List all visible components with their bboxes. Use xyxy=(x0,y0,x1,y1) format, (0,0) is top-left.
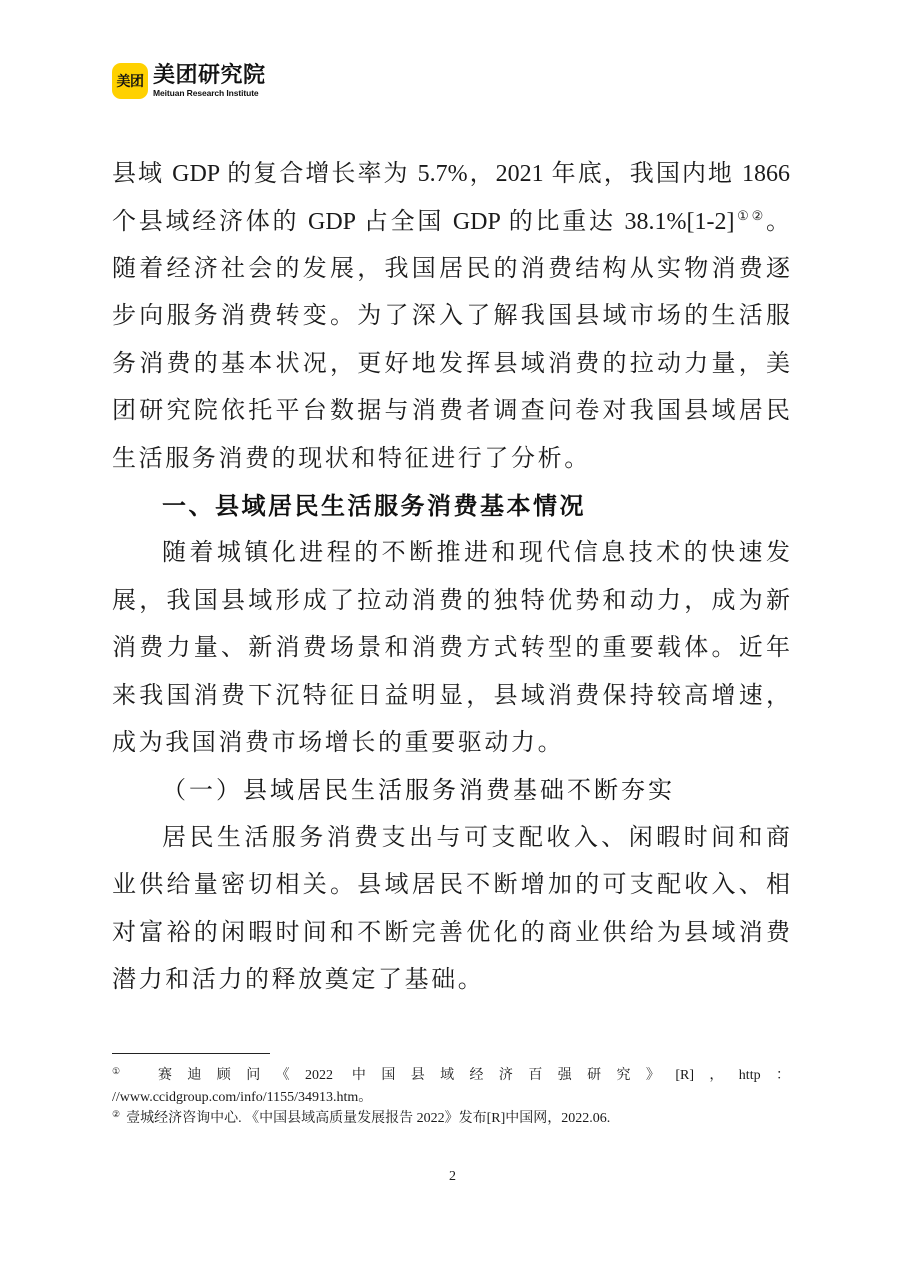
footnote-text: 赛迪顾问《2022 中国县域经济百强研究》[R]，http： xyxy=(158,1068,790,1083)
text-line: 居民生活服务消费支出与可支配收入、闲暇时间和商 xyxy=(162,824,790,851)
footnotes xyxy=(112,1065,790,1130)
text-line xyxy=(112,199,790,246)
footnote-1-continued xyxy=(112,1087,790,1109)
subsection-heading: （一）县域居民生活服务消费基础不断夯实 xyxy=(162,776,675,805)
text-line: 生活服务消费的现状和特征进行了分析。 xyxy=(112,445,591,472)
text-line: 展，我国县域形成了拉动消费的独特优势和动力，成为新 xyxy=(112,587,790,614)
paragraph-1 xyxy=(112,151,790,483)
text-line: 务消费的基本状况，更好地发挥县域消费的拉动力量，美 xyxy=(112,350,790,377)
footnote-reference-marks: ①② xyxy=(734,207,766,223)
text-line: 成为我国消费市场增长的重要驱动力。 xyxy=(112,729,565,756)
footnote-1 xyxy=(112,1065,790,1087)
text-line: 对富裕的闲暇时间和不断完善优化的商业供给为县域消费 xyxy=(112,919,790,946)
footnote-text: 壹城经济咨询中心. 《中国县域高质量发展报告 2022》发布[R]中国网，2022.06. xyxy=(126,1111,611,1126)
text-line: 来我国消费下沉特征日益明显，县域消费保持较高增速， xyxy=(112,682,790,709)
section-heading: 一、县域居民生活服务消费基本情况 xyxy=(162,492,586,521)
paragraph-2 xyxy=(112,530,790,767)
text-line: 业供给量密切相关。县域居民不断增加的可支配收入、相 xyxy=(112,872,790,899)
footnote-mark: ① xyxy=(112,1066,121,1076)
footnote-divider xyxy=(112,1053,270,1054)
org-name: 美团研究院 xyxy=(153,63,266,88)
text-line: 步向服务消费转变。为了深入了解我国县域市场的生活服 xyxy=(112,303,790,330)
text-line: 潜力和活力的释放奠定了基础。 xyxy=(112,966,485,993)
text-line: 消费力量、新消费场景和消费方式转型的重要载体。近年 xyxy=(112,635,790,662)
sentence-end: 。 xyxy=(766,208,790,235)
footnote-2 xyxy=(112,1108,790,1130)
text-line: 随着经济社会的发展，我国居民的消费结构从实物消费逐 xyxy=(112,256,790,283)
paragraph-3 xyxy=(112,815,790,1005)
body-text xyxy=(112,151,790,1004)
text-line: 县域 GDP 的复合增长率为 5.7%，2021 年底，我国内地 1866 xyxy=(112,161,790,188)
org-name-en: Meituan Research Institute xyxy=(153,88,259,98)
page-number: 2 xyxy=(449,1169,456,1184)
text-line-content: 个县域经济体的 GDP 占全国 GDP 的比重达 38.1%[1-2] xyxy=(112,208,735,235)
logo-text xyxy=(153,63,266,99)
text-line: 团研究院依托平台数据与消费者调查问卷对我国县域居民 xyxy=(112,398,790,425)
footnote-url: //www.ccidgroup.com/info/1155/34913.htm。 xyxy=(112,1089,373,1105)
footnote-mark: ② xyxy=(112,1109,121,1119)
meituan-research-logo xyxy=(112,63,266,99)
text-line: 随着城镇化进程的不断推进和现代信息技术的快速发 xyxy=(162,540,790,567)
logo-mark: 美团 xyxy=(112,63,148,99)
